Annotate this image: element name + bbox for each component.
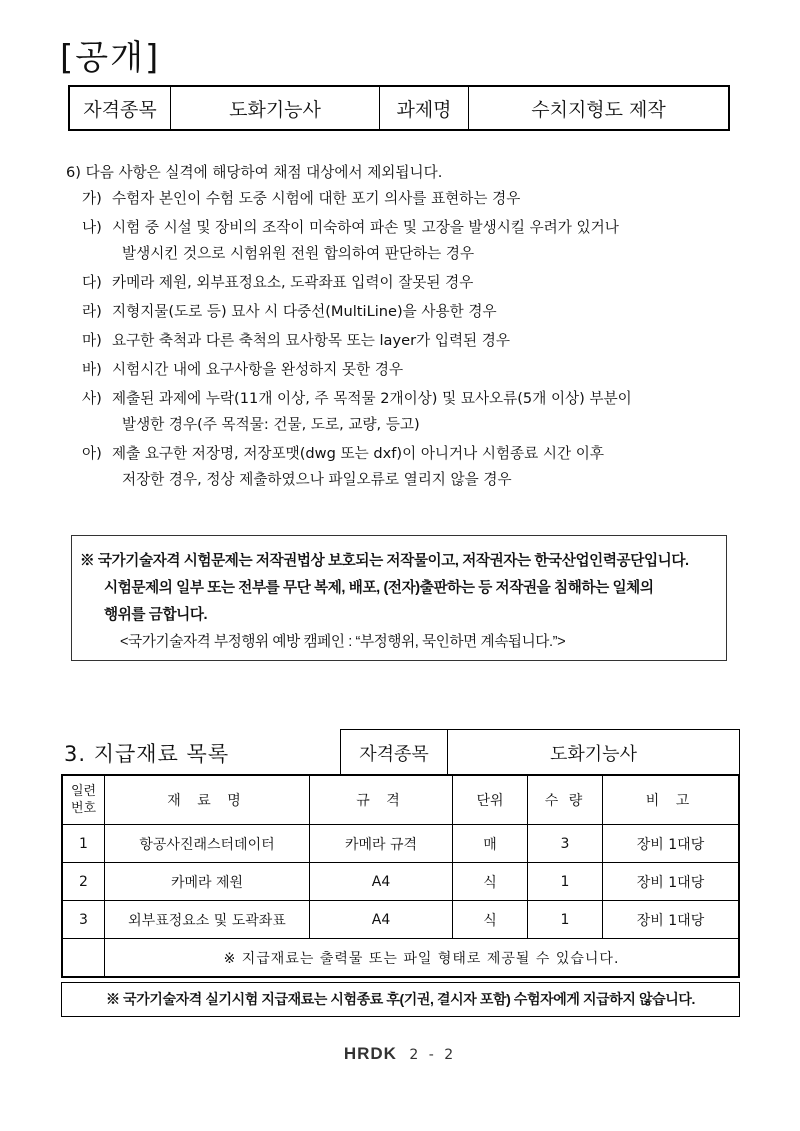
table-row bbox=[62, 863, 739, 901]
rule-marker: 아) bbox=[82, 445, 102, 462]
cell-quantity: 3 bbox=[528, 825, 603, 863]
rule-text: 제출된 과제에 누락(11개 이상, 주 목적물 2개이상) 및 묘사오류(5개 이상) 부분이 bbox=[112, 390, 632, 407]
cell-remarks: 장비 1대당 bbox=[603, 901, 740, 939]
materials-qual-value: 도화기능사 bbox=[448, 730, 740, 776]
cell-quantity: 1 bbox=[528, 863, 603, 901]
rule-marker: 라) bbox=[82, 303, 102, 320]
rule-item bbox=[66, 357, 756, 383]
rule-item bbox=[66, 386, 756, 438]
rule-text: 저장한 경우, 정상 제출하였으나 파일오류로 열리지 않을 경우 bbox=[122, 471, 512, 488]
cell-material-name: 카메라 제원 bbox=[105, 863, 310, 901]
rule-marker: 사) bbox=[82, 390, 102, 407]
notice-campaign: <국가기술자격 부정행위 예방 캠페인 : “부정행위, 묵인하면 계속됩니다.”> bbox=[120, 634, 566, 650]
rule-item bbox=[66, 270, 756, 296]
col-remarks: 비 고 bbox=[603, 775, 740, 825]
rule-item bbox=[66, 299, 756, 325]
col-quantity: 수 량 bbox=[528, 775, 603, 825]
cell-unit: 식 bbox=[453, 901, 528, 939]
section-label: [공개] bbox=[60, 38, 161, 78]
rule-marker: 바) bbox=[82, 361, 102, 378]
cell-serial: 1 bbox=[62, 825, 105, 863]
materials-return-notice: ※ 국가기술자격 실기시험 지급재료는 시험종료 후(기권, 결시자 포함) 수험자에게 지급하지 않습니다. bbox=[61, 982, 740, 1017]
header-table bbox=[68, 85, 730, 131]
rule-text: 시험시간 내에 요구사항을 완성하지 못한 경우 bbox=[112, 361, 404, 378]
note-empty-cell bbox=[62, 939, 105, 978]
page-number: 2 - 2 bbox=[409, 1047, 457, 1063]
cell-unit: 매 bbox=[453, 825, 528, 863]
table-row bbox=[62, 825, 739, 863]
cell-serial: 3 bbox=[62, 901, 105, 939]
rule-marker: 다) bbox=[82, 274, 102, 291]
rule-item bbox=[66, 186, 756, 212]
col-spec: 규 격 bbox=[310, 775, 453, 825]
cell-remarks: 장비 1대당 bbox=[603, 863, 740, 901]
copyright-notice bbox=[71, 535, 727, 661]
notice-line-1: ※ 국가기술자격 시험문제는 저작권법상 보호되는 저작물이고, 저작권자는 한국산업인력공단입니다. bbox=[80, 553, 689, 569]
rule-marker: 마) bbox=[82, 332, 102, 349]
disqualification-rules bbox=[66, 160, 756, 493]
table-note-row bbox=[62, 939, 739, 978]
cell-serial: 2 bbox=[62, 863, 105, 901]
table-row bbox=[62, 901, 739, 939]
rule-text: 요구한 축척과 다른 축척의 묘사항목 또는 layer가 입력된 경우 bbox=[112, 332, 510, 349]
header-cell-task-label: 과제명 bbox=[380, 86, 469, 130]
header-cell-qualification-label: 자격종목 bbox=[69, 86, 171, 130]
cell-remarks: 장비 1대당 bbox=[603, 825, 740, 863]
cell-material-name: 항공사진래스터데이터 bbox=[105, 825, 310, 863]
cell-spec: A4 bbox=[310, 901, 453, 939]
materials-header-row bbox=[62, 775, 739, 825]
cell-spec: A4 bbox=[310, 863, 453, 901]
cell-spec: 카메라 규격 bbox=[310, 825, 453, 863]
cell-unit: 식 bbox=[453, 863, 528, 901]
rule-marker: 가) bbox=[82, 190, 102, 207]
notice-line-2: 시험문제의 일부 또는 전부를 무단 복제, 배포, (전자)출판하는 등 저작권을 침해하는 일체의 bbox=[104, 580, 654, 596]
rules-intro: 6) 다음 사항은 실격에 해당하여 채점 대상에서 제외됩니다. bbox=[66, 164, 443, 181]
cell-material-name: 외부표정요소 및 도곽좌표 bbox=[105, 901, 310, 939]
rules-list bbox=[66, 186, 756, 493]
rule-item bbox=[66, 328, 756, 354]
materials-table bbox=[61, 774, 740, 978]
header-cell-qualification-value: 도화기능사 bbox=[171, 86, 380, 130]
rule-item bbox=[66, 215, 756, 267]
cell-quantity: 1 bbox=[528, 901, 603, 939]
materials-section-title: 3. 지급재료 목록 bbox=[64, 742, 230, 766]
rule-text: 제출 요구한 저장명, 저장포맷(dwg 또는 dxf)이 아니거나 시험종료 시간 이후 bbox=[112, 445, 604, 462]
col-unit: 단위 bbox=[453, 775, 528, 825]
col-serial: 일련 번호 bbox=[62, 775, 105, 825]
col-material-name: 재 료 명 bbox=[105, 775, 310, 825]
rule-text: 시험 중 시설 및 장비의 조작이 미숙하여 파손 및 고장을 발생시킬 우려가 있거나 bbox=[112, 219, 619, 236]
rule-text: 발생시킨 것으로 시험위원 전원 합의하여 판단하는 경우 bbox=[122, 245, 475, 262]
materials-qualification-table bbox=[340, 729, 740, 775]
hrdk-logo: HRDK bbox=[343, 1044, 397, 1063]
rule-text: 수험자 본인이 수험 도중 시험에 대한 포기 의사를 표현하는 경우 bbox=[112, 190, 521, 207]
materials-note: ※ 지급재료는 출력물 또는 파일 형태로 제공될 수 있습니다. bbox=[105, 939, 740, 978]
rule-text: 발생한 경우(주 목적물: 건물, 도로, 교량, 등고) bbox=[122, 416, 420, 433]
rule-text: 카메라 제원, 외부표정요소, 도곽좌표 입력이 잘못된 경우 bbox=[112, 274, 474, 291]
rule-text: 지형지물(도로 등) 묘사 시 다중선(MultiLine)을 사용한 경우 bbox=[112, 303, 497, 320]
header-cell-task-value: 수치지형도 제작 bbox=[469, 86, 730, 130]
rule-item bbox=[66, 441, 756, 493]
page-footer bbox=[0, 1044, 800, 1064]
notice-line-3: 행위를 금합니다. bbox=[104, 607, 208, 623]
materials-qual-label: 자격종목 bbox=[341, 730, 448, 776]
rule-marker: 나) bbox=[82, 219, 102, 236]
